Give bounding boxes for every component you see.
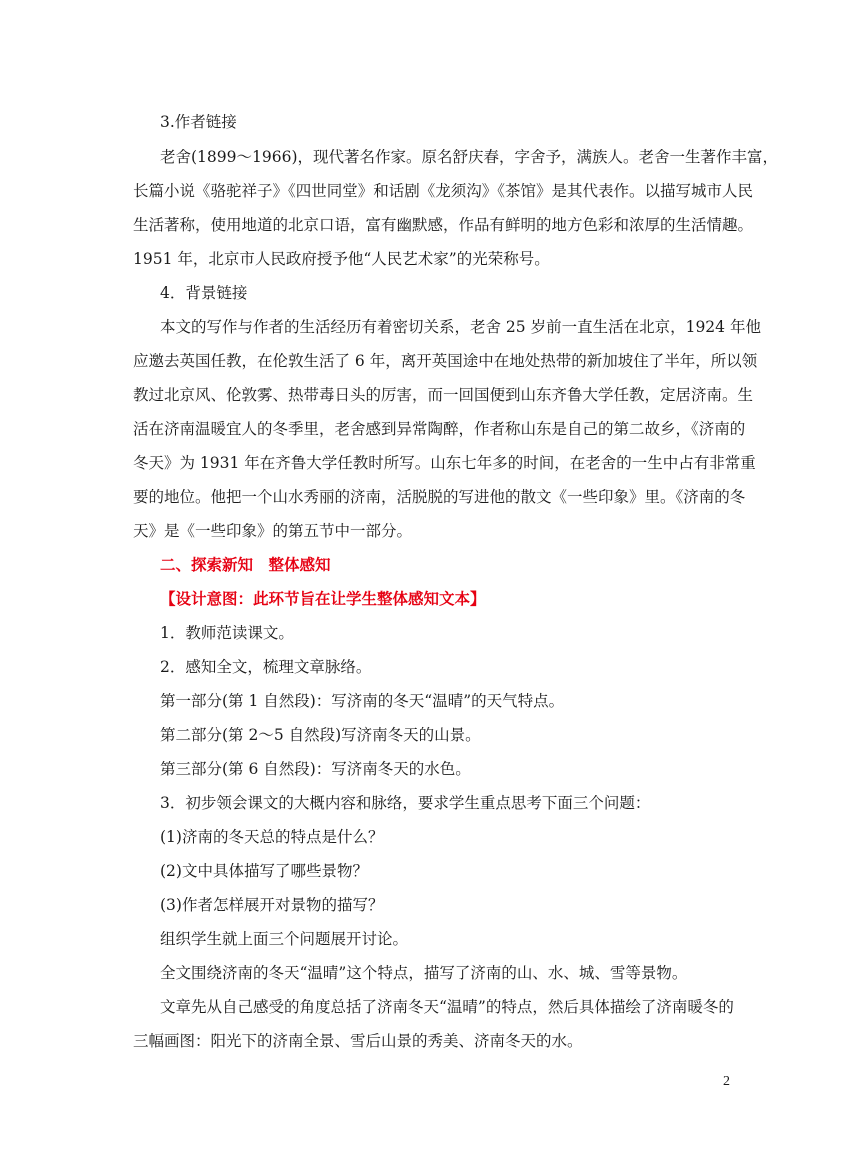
- summary-line: 三幅画图：阳光下的济南全景、雪后山景的秀美、济南冬天的水。: [133, 1032, 583, 1050]
- structure-part: 第二部分(第 2～5 自然段)写济南冬天的山景。: [160, 726, 481, 744]
- summary-line: 文章先从自己感受的角度总括了济南冬天“温晴”的特点，然后具体描绘了济南暖冬的: [160, 998, 734, 1016]
- page-number: 2: [723, 1074, 730, 1089]
- structure-part: 第三部分(第 6 自然段)：写济南冬天的水色。: [160, 760, 471, 778]
- question-item: (3)作者怎样展开对景物的描写？: [160, 896, 384, 914]
- section-3-heading: 3.作者链接: [160, 113, 237, 131]
- question-item: (2)文中具体描写了哪些景物？: [160, 862, 368, 880]
- background-paragraph-line: 活在济南温暖宜人的冬季里，老舍感到异常陶醉，作者称山东是自己的第二故乡，《济南的: [133, 420, 746, 438]
- author-paragraph-line: 长篇小说《骆驼祥子》《四世同堂》和话剧《龙须沟》《茶馆》是其代表作。以描写城市人民: [133, 182, 754, 200]
- background-paragraph-line: 教过北京风、伦敦雾、热带毒日头的厉害，而一回国便到山东齐鲁大学任教，定居济南。生: [133, 386, 754, 404]
- author-paragraph-line: 生活著称，使用地道的北京口语，富有幽默感，作品有鲜明的地方色彩和浓厚的生活情趣。: [133, 216, 754, 234]
- question-item: (1)济南的冬天总的特点是什么？: [160, 828, 384, 846]
- background-paragraph-line: 本文的写作与作者的生活经历有着密切关系，老舍 25 岁前一直生活在北京，1924 年他: [160, 318, 761, 336]
- design-intent-note: 【设计意图：此环节旨在让学生整体感知文本】: [160, 589, 486, 608]
- author-paragraph-line: 1951 年，北京市人民政府授予他“人民艺术家”的光荣称号。: [133, 250, 550, 268]
- step-item: 1．教师范读课文。: [160, 624, 294, 642]
- section-4-heading: 4．背景链接: [160, 284, 248, 302]
- discussion-instruction: 组织学生就上面三个问题展开讨论。: [160, 930, 409, 948]
- structure-part: 第一部分(第 1 自然段)：写济南的冬天“温晴”的天气特点。: [160, 692, 565, 710]
- step-item: 3．初步领会课文的大概内容和脉络，要求学生重点思考下面三个问题：: [160, 794, 651, 812]
- step-item: 2．感知全文，梳理文章脉络。: [160, 658, 372, 676]
- background-paragraph-line: 要的地位。他把一个山水秀丽的济南，活脱脱的写进他的散文《一些印象》里。《济南的冬: [133, 488, 746, 506]
- author-paragraph-line: 老舍(1899～1966)，现代著名作家。原名舒庆春，字舍予，满族人。老舍一生著作丰富，: [160, 148, 778, 166]
- summary-line: 全文围绕济南的冬天“温晴”这个特点，描写了济南的山、水、城、雪等景物。: [160, 964, 688, 982]
- background-paragraph-line: 冬天》为 1931 年在齐鲁大学任教时所写。山东七年多的时间，在老舍的一生中占有非常重: [133, 454, 756, 472]
- background-paragraph-line: 应邀去英国任教，在伦敦生活了 6 年，离开英国途中在地处热带的新加坡住了半年，所以领: [133, 352, 758, 370]
- section-2-heading: 二、探索新知 整体感知: [160, 555, 331, 574]
- background-paragraph-line: 天》是《一些印象》的第五节中一部分。: [133, 522, 413, 540]
